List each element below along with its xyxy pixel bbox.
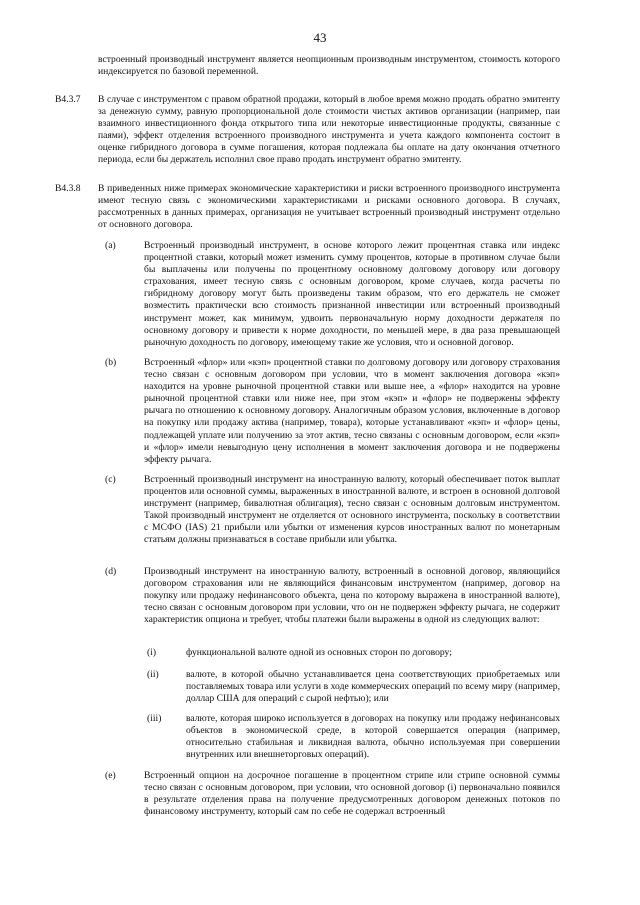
section-number: B4.3.7	[55, 94, 81, 105]
sublist-item-text: валюте, в которой обычно устанавливается цена соответствующих приобретаемых или поставляемых товара или услуги в ходе коммерческих операций по всему миру (например, доллар США для операций с сырой нефтью); или	[186, 669, 560, 705]
sublist-item-text: валюте, которая широко используется в договорах на покупку или продажу нефинансовых объектов в экономической среде, в которой совершается операция (например, относительно стабильная и ликвидная валюта, обычно используемая при совершении внутренних или внешнеторговых операций).	[186, 713, 560, 761]
list-item-label: (a)	[105, 240, 116, 251]
list-item-text: Встроенный производный инструмент на иностранную валюту, который обеспечивает поток выплат процентов или основной суммы, выраженных в иностранной валюте, и встроен в основной долговой инструмент (например, бивалютная облигация), тесно связан с основным долговым инструментом. Такой производный инструмент не отделяется от основного инструмента, поскольку в соответствии с МСФО (IAS) 21 прибыли или убытки от изменения курсов иностранных валют по монетарным статьям должны признаваться в составе прибыли или убытка.	[144, 474, 560, 546]
list-item-label: (c)	[105, 474, 116, 485]
intro-paragraph: встроенный производный инструмент является неопционным производным инструментом, стоимость которого индексируется по базовой переменной.	[98, 54, 560, 78]
list-item-text: Производный инструмент на иностранную валюту, встроенный в основной договор, являющийся договором страхования или не являющийся финансовым инструментом (например, договор на покупку или продажу нефинансового объекта, цена по которому выражена в иностранной валюте), тесно связан с основным договором при условии, что он не подвержен эффекту рычага, не содержит характеристик опциона и требует, чтобы платежи были выражены в одной из следующих валют:	[144, 566, 560, 626]
sublist-item-label: (ii)	[147, 669, 159, 680]
list-item-label: (b)	[105, 357, 117, 368]
sublist-item-text: функциональной валюте одной из основных сторон по договору;	[186, 647, 452, 658]
sublist-item-label: (iii)	[147, 713, 162, 724]
list-item-text: Встроенный «флор» или «кэп» процентной ставки по долговому договору или договору страхования тесно связан с основным договором при условии, что в момент заключения договора «кэп» находится на уровне рыночной процентной ставки или выше нее, а «флор» находится на уровне рыночной процентной ставки или ниже нее, при этом «кэп» и «флор» не подвержены эффекту рычага по отношению к основному договору. Аналогичным образом условия, включенные в договор на покупку или продажу актива (например, товара), которые устанавливают «кэп» и «флор» цены, подлежащей уплате или получению за этот актив, тесно связаны с основным договором, если «кэп» и «флор» имели невыгодную цену исполнения в момент заключения договора и не подвержены эффекту рычага.	[144, 357, 560, 465]
sublist-item-label: (i)	[147, 647, 157, 658]
list-item-text: Встроенный опцион на досрочное погашение в процентном стрипе или стрипе основной суммы тесно связан с основным договором, при условии, что основной договор (i) первоначально появился в результате отделения права на получение предусмотренных договором денежных потоков по финансовому инструменту, который сам по себе не содержал встроенный	[144, 770, 560, 818]
page-number: 43	[313, 30, 327, 45]
section-paragraph: В приведенных ниже примерах экономические характеристики и риски встроенного производного инструмента имеют тесную связь с экономическими характеристиками и рисками основного договора. В случаях, рассмотренных в данных примерах, организация не учитывает встроенный производный инструмент отдельно от основного договора.	[98, 183, 560, 231]
section-paragraph: В случае с инструментом с правом обратной продажи, который в любое время можно продать обратно эмитенту за денежную сумму, равную пропорциональной доле стоимости чистых активов организации (например, паи взаимного инвестиционного фонда открытого типа или некоторые инвестиционные продукты, связанные с паями), эффект отделения встроенного производного инструмента и учета каждого компонента состоит в оценке гибридного договора в сумме погашения, которая подлежала бы оплате на дату окончания отчетного периода, если бы держатель исполнил свое право продать инструмент обратно эмитенту.	[98, 94, 560, 166]
list-item-label: (e)	[105, 770, 116, 781]
list-item-text: Встроенный производный инструмент, в основе которого лежит процентная ставка или индекс процентной ставки, который может изменить сумму процентов, которые в противном случае были бы выплачены или получены по процентному основному долговому договору или договору страхования, имеет тесную связь с основным договором, кроме случаев, когда расчеты по гибридному договору могут быть произведены таким образом, что его держатель не сможет возместить практически всю стоимость признанной инвестиции или встроенный производный инструмент может, как минимум, удвоить первоначальную норму доходности держателя по основному договору и привести к норме доходности, по меньшей мере, в два раза превышающей рыночную доходность по договору, имеющему такие же условия, что и основной договор.	[144, 240, 560, 348]
list-item-label: (d)	[105, 566, 117, 577]
section-number: B4.3.8	[55, 183, 81, 194]
